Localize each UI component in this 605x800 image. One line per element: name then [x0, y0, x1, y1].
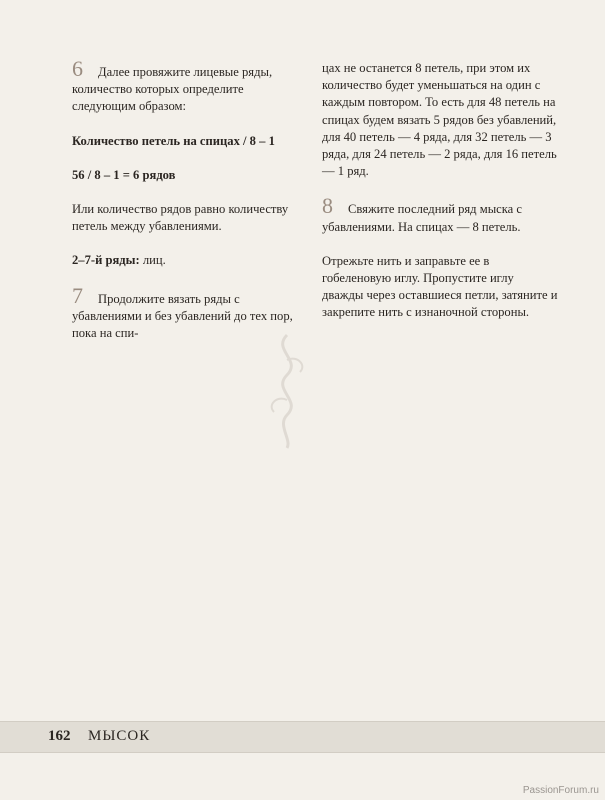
section-title: МЫСОК — [88, 728, 151, 744]
step-6-text: Далее провяжите лицевые ряды, количество которых определите следующим образом: — [72, 65, 273, 114]
step-8-number: 8 — [322, 193, 333, 219]
step-7-continuation: цах не останется 8 петель, при этом их количество будет уменьшаться на один с каждым повтором. То есть для 48 петель на спицах будем вязать 5 рядов без убавлений, для 40 петель — 4 ряда, для 32 петель — 3 ряда, для 24 петель — 2 ряда, для 16 петель — 1 ряд. — [322, 61, 557, 179]
step-8-text: Свяжите последний ряд мыска с убавлениями. На спицах — 8 петель. — [322, 202, 523, 234]
rows-label: 2–7-й ряды: — [72, 253, 140, 268]
step-8 — [322, 193, 558, 235]
formula: Количество петель на спицах / 8 – 1 — [72, 133, 275, 148]
page-number: 162 — [48, 728, 71, 744]
left-column — [72, 56, 304, 342]
right-column — [322, 60, 558, 322]
alternative-note: Или количество рядов равно количеству петель между убавлениями. — [72, 202, 289, 234]
rows-instruction — [72, 252, 304, 269]
step-6-number: 6 — [72, 56, 83, 81]
page-footer — [0, 721, 605, 753]
watermark: PassionForum.ru — [522, 785, 599, 796]
calculation: 56 / 8 – 1 = 6 рядов — [72, 167, 176, 182]
decorative-ornament-icon — [252, 330, 322, 450]
rows-text: лиц. — [139, 253, 166, 268]
step-7-number: 7 — [72, 282, 83, 308]
step-7-text: Продолжите вязать ряды с убавлениями и без убавлений до тех пор, пока на спи- — [72, 291, 293, 341]
final-instruction: Отрежьте нить и заправьте ее в гобеленовую иглу. Пропустите иглу дважды через оставшиеся петли, затяните и закрепите нить с изнаночной стороны. — [322, 253, 558, 320]
step-6 — [72, 56, 304, 116]
